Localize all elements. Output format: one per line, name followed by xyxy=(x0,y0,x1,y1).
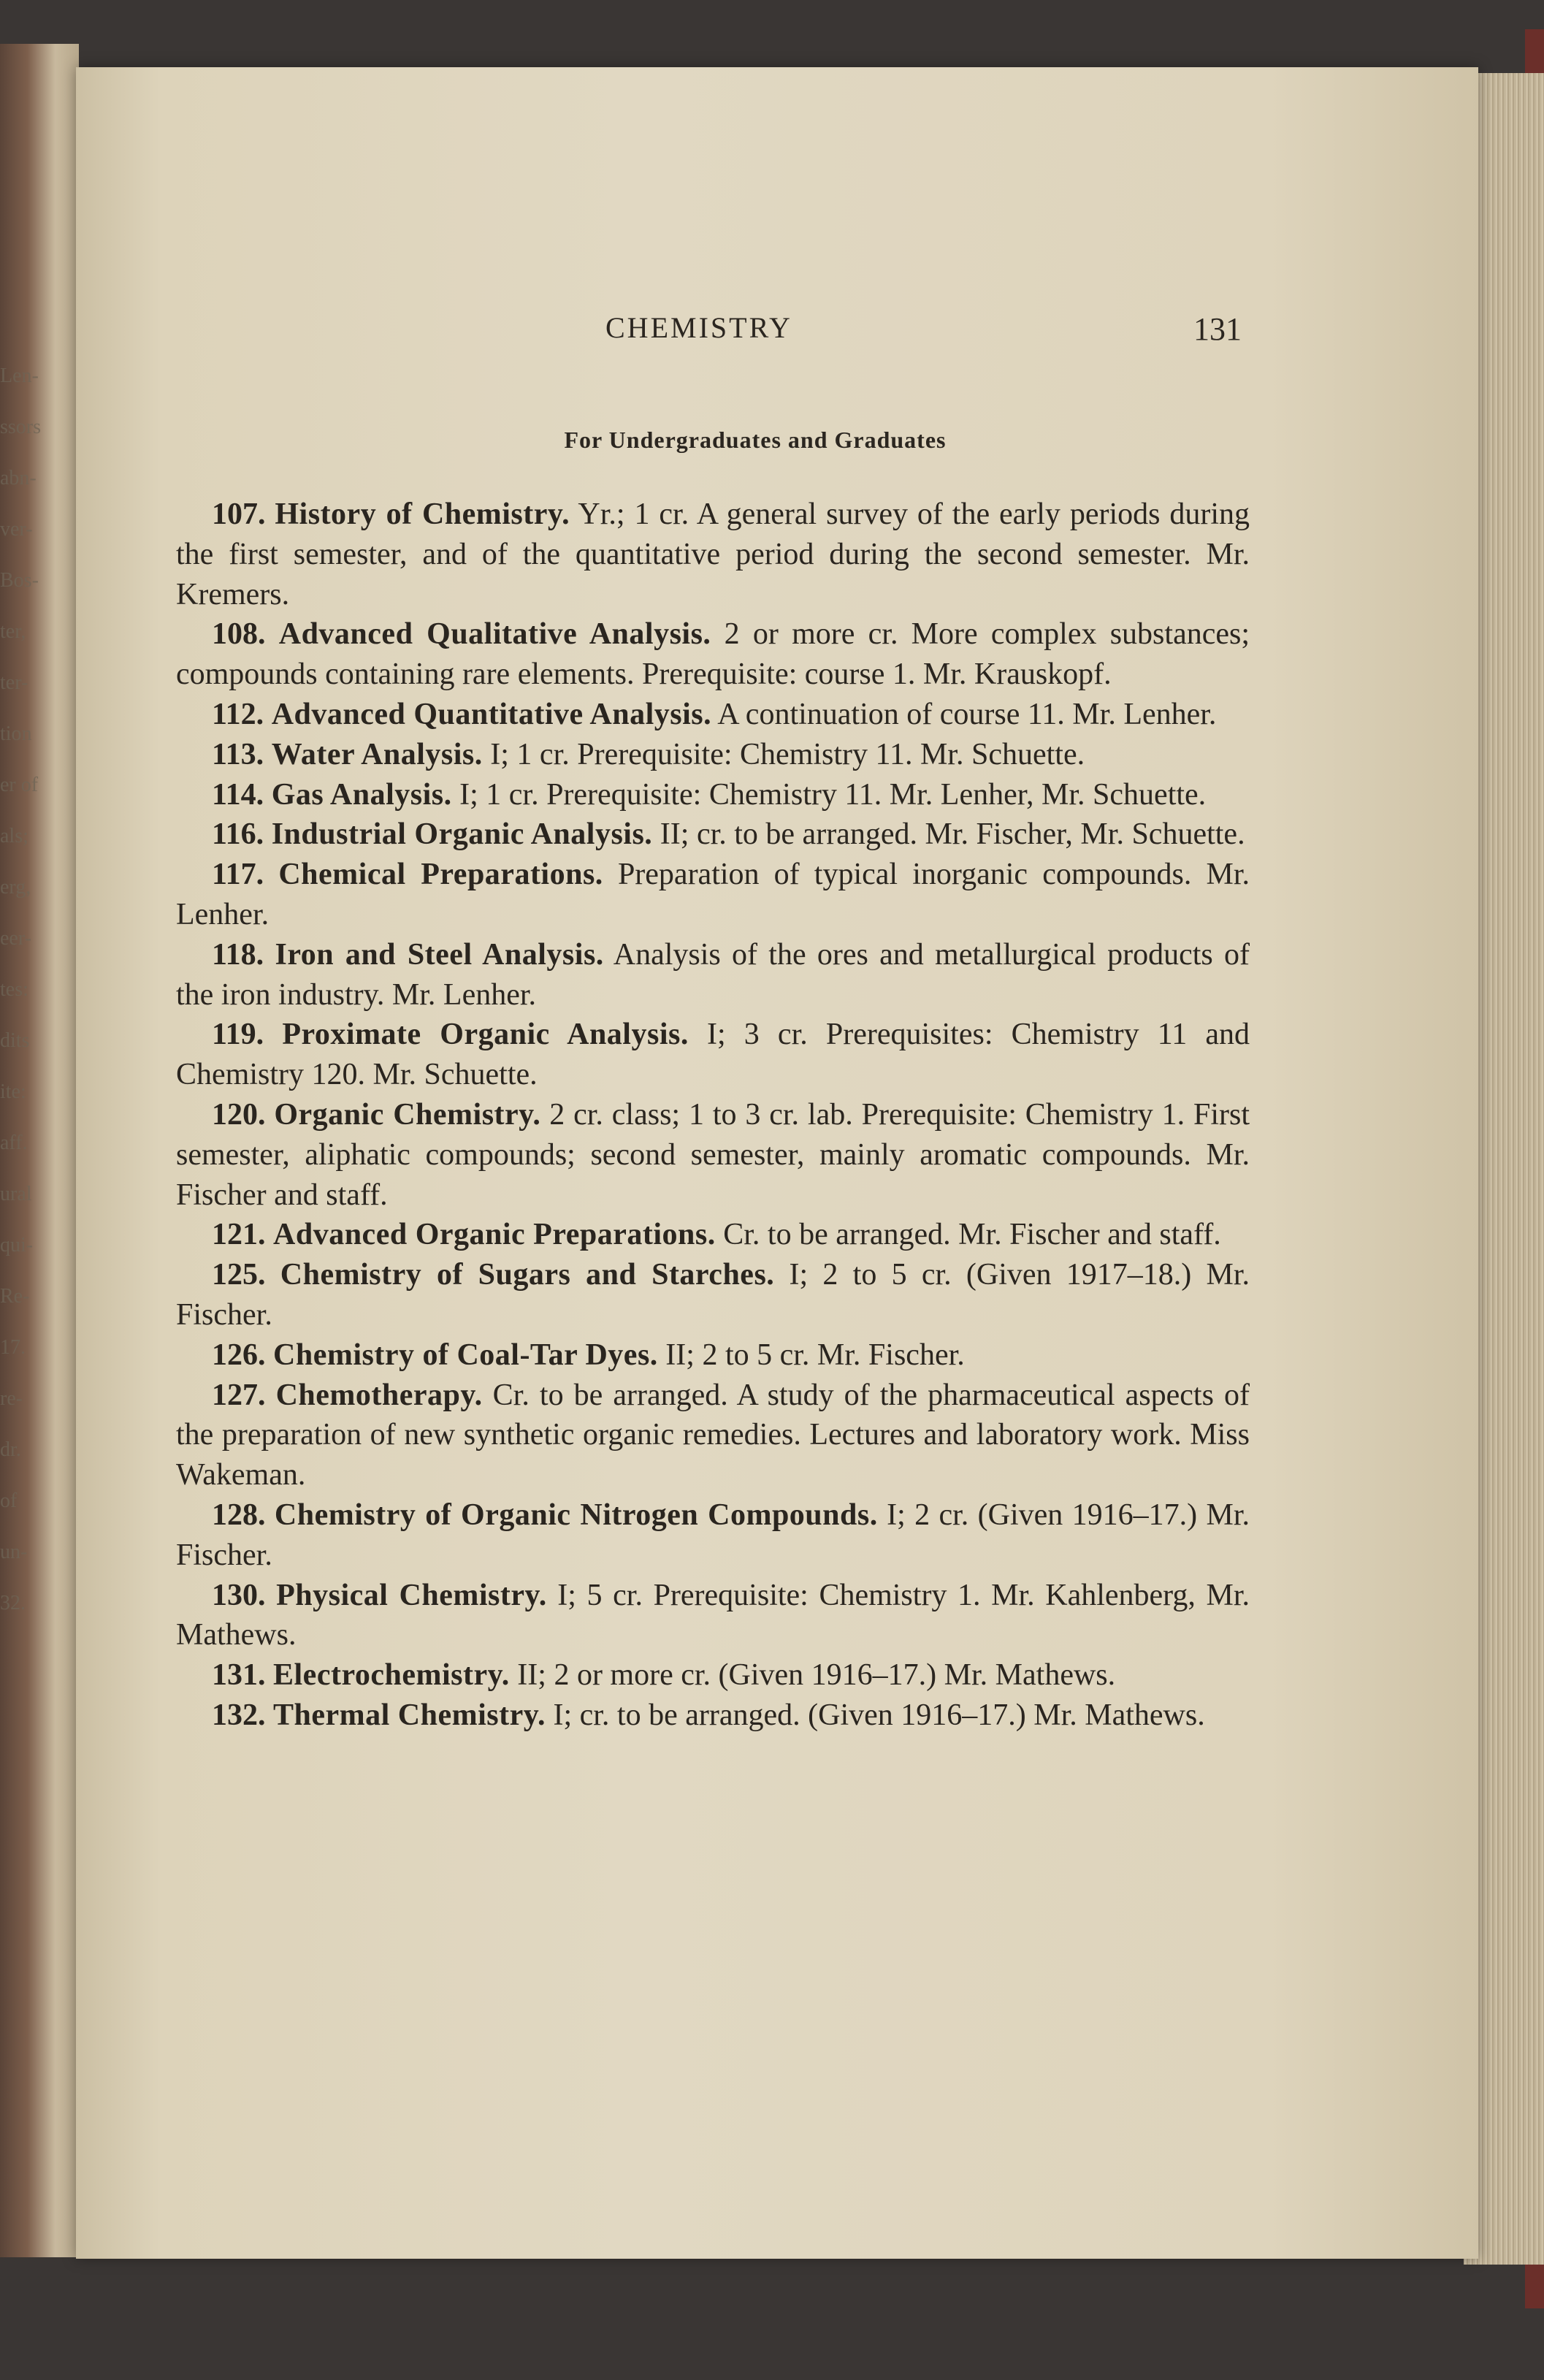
margin-fragment: dr. xyxy=(0,1438,21,1461)
margin-fragment: ural xyxy=(0,1183,32,1205)
course-title: Chemistry of Organic Nitrogen Compounds. xyxy=(274,1498,878,1532)
course-number: 108. xyxy=(212,617,266,652)
margin-fragment: abn- xyxy=(0,467,37,489)
course-entry xyxy=(176,495,1250,614)
margin-fragment: tion xyxy=(0,722,32,745)
course-entry xyxy=(176,815,1250,855)
section-heading: For Undergraduates and Graduates xyxy=(564,427,947,453)
course-description: I; 1 cr. Prerequisite: Chemistry 11. Mr. Schuette. xyxy=(482,737,1085,771)
course-number: 131. xyxy=(212,1658,266,1693)
margin-fragment: re- xyxy=(0,1387,23,1410)
course-entry xyxy=(176,1696,1250,1736)
margin-fragment: 32. xyxy=(0,1592,26,1614)
course-description: Cr. to be arranged. Mr. Fischer and staff. xyxy=(715,1218,1221,1252)
course-title: Thermal Chemistry. xyxy=(273,1698,546,1732)
course-title: Advanced Organic Preparations. xyxy=(273,1218,716,1252)
course-entry xyxy=(176,1015,1250,1095)
course-entry xyxy=(176,1335,1250,1376)
book-page xyxy=(76,67,1478,2259)
margin-fragment: ter- xyxy=(0,671,28,694)
course-entry xyxy=(176,695,1250,735)
course-title: Water Analysis. xyxy=(271,737,483,771)
course-number: 118. xyxy=(212,937,264,972)
course-description: I; 3 cr. Prerequisites: Chemistry 11 and Chemistry 120. Mr. Schuette. xyxy=(176,1018,1250,1092)
course-description: I; 2 to 5 cr. (Given 1917–18.) Mr. Fischer. xyxy=(176,1258,1250,1332)
course-title: Electrochemistry. xyxy=(273,1658,510,1693)
course-description: I; 2 cr. (Given 1916–17.) Mr. Fischer. xyxy=(176,1498,1250,1572)
course-title: Chemotherapy. xyxy=(275,1378,483,1412)
course-title: Chemistry of Sugars and Starches. xyxy=(280,1258,775,1292)
course-title: History of Chemistry. xyxy=(275,497,570,531)
course-entry xyxy=(176,855,1250,935)
course-number: 119. xyxy=(212,1018,264,1052)
course-number: 117. xyxy=(212,858,264,892)
course-title: Chemical Preparations. xyxy=(278,858,603,892)
margin-fragment: ver- xyxy=(0,518,33,541)
course-entry xyxy=(176,1576,1250,1656)
course-description: I; 5 cr. Prerequisite: Chemistry 1. Mr. Kahlenberg, Mr. Mathews. xyxy=(176,1578,1250,1652)
course-number: 125. xyxy=(212,1258,266,1292)
course-entry xyxy=(176,1376,1250,1495)
course-number: 107. xyxy=(212,497,266,531)
course-entry xyxy=(176,1255,1250,1335)
page-header xyxy=(76,310,1478,354)
margin-fragment: als; xyxy=(0,825,28,847)
margin-fragment: Re- xyxy=(0,1285,30,1308)
course-description: Preparation of typical inorganic compounds. Mr. Lenher. xyxy=(176,858,1250,931)
course-number: 116. xyxy=(212,817,264,852)
margin-fragment: eer- xyxy=(0,927,31,950)
course-entry xyxy=(176,1495,1250,1576)
margin-fragment: ssors xyxy=(0,416,42,438)
margin-fragment: 17. xyxy=(0,1336,26,1359)
previous-page-margin xyxy=(0,351,58,1958)
course-number: 114. xyxy=(212,777,264,812)
course-description: Cr. to be arranged. A study of the pharmaceutical aspects of the preparation of new synthetic organic remedies. Lectures and laboratory work. Miss Wakeman. xyxy=(176,1378,1250,1492)
margin-fragment: er of xyxy=(0,774,39,796)
course-title: Organic Chemistry. xyxy=(274,1097,541,1132)
course-entry xyxy=(176,614,1250,695)
page-number: 131 xyxy=(1193,311,1242,347)
course-description: Yr.; 1 cr. A general survey of the early periods during the first semester, and of the quantitative period during the second semester. Mr. Kremers. xyxy=(176,497,1250,611)
margin-fragment: tes: xyxy=(0,978,28,1001)
course-title: Proximate Organic Analysis. xyxy=(282,1018,689,1052)
course-list xyxy=(176,495,1250,1736)
running-head: CHEMISTRY xyxy=(605,311,792,344)
margin-fragment: qui- xyxy=(0,1234,34,1256)
course-title: Industrial Organic Analysis. xyxy=(271,817,653,852)
course-number: 120. xyxy=(212,1097,266,1132)
course-entry xyxy=(176,775,1250,815)
margin-fragment: Len- xyxy=(0,365,39,387)
course-entry xyxy=(176,735,1250,775)
course-entry xyxy=(176,1215,1250,1255)
margin-fragment: un- xyxy=(0,1541,28,1563)
course-description: Analysis of the ores and metallurgical products of the iron industry. Mr. Lenher. xyxy=(176,937,1250,1012)
margin-fragment: dits xyxy=(0,1029,30,1052)
course-entry xyxy=(176,1095,1250,1215)
course-description: II; cr. to be arranged. Mr. Fischer, Mr. Schuette. xyxy=(652,817,1245,852)
margin-fragment: Bos- xyxy=(0,569,39,592)
course-title: Iron and Steel Analysis. xyxy=(275,937,604,972)
course-number: 132. xyxy=(212,1698,266,1732)
course-description: A continuation of course 11. Mr. Lenher. xyxy=(711,697,1217,731)
course-number: 126. xyxy=(212,1338,266,1372)
margin-fragment: erg, xyxy=(0,876,31,899)
margin-fragment: ite: xyxy=(0,1080,26,1103)
course-title: Advanced Quantitative Analysis. xyxy=(271,697,712,731)
course-number: 112. xyxy=(212,697,264,731)
course-number: 128. xyxy=(212,1498,266,1532)
margin-fragment: ter, xyxy=(0,620,26,643)
course-title: Advanced Qualitative Analysis. xyxy=(278,617,711,652)
course-description: 2 cr. class; 1 to 3 cr. lab. Prerequisite: Chemistry 1. First semester, aliphatic compounds; second semester, mainly aromatic compounds. Mr. Fischer and staff. xyxy=(176,1097,1250,1212)
course-number: 127. xyxy=(212,1378,266,1412)
margin-fragment: aff. xyxy=(0,1132,28,1154)
course-number: 130. xyxy=(212,1578,266,1612)
course-entry xyxy=(176,1655,1250,1696)
course-description: I; 1 cr. Prerequisite: Chemistry 11. Mr. Lenher, Mr. Schuette. xyxy=(451,777,1207,812)
course-title: Gas Analysis. xyxy=(271,777,452,812)
course-title: Chemistry of Coal-Tar Dyes. xyxy=(273,1338,658,1372)
margin-fragment: of xyxy=(0,1490,18,1512)
course-description: II; 2 to 5 cr. Mr. Fischer. xyxy=(657,1338,965,1372)
course-description: 2 or more cr. More complex substances; compounds containing rare elements. Prerequisite: course 1. Mr. Krauskopf. xyxy=(176,617,1250,692)
course-description: I; cr. to be arranged. (Given 1916–17.) Mr. Mathews. xyxy=(545,1698,1205,1732)
course-number: 121. xyxy=(212,1218,266,1252)
course-number: 113. xyxy=(212,737,264,771)
course-entry xyxy=(176,935,1250,1015)
course-title: Physical Chemistry. xyxy=(276,1578,547,1612)
course-description: II; 2 or more cr. (Given 1916–17.) Mr. Mathews. xyxy=(509,1658,1116,1693)
